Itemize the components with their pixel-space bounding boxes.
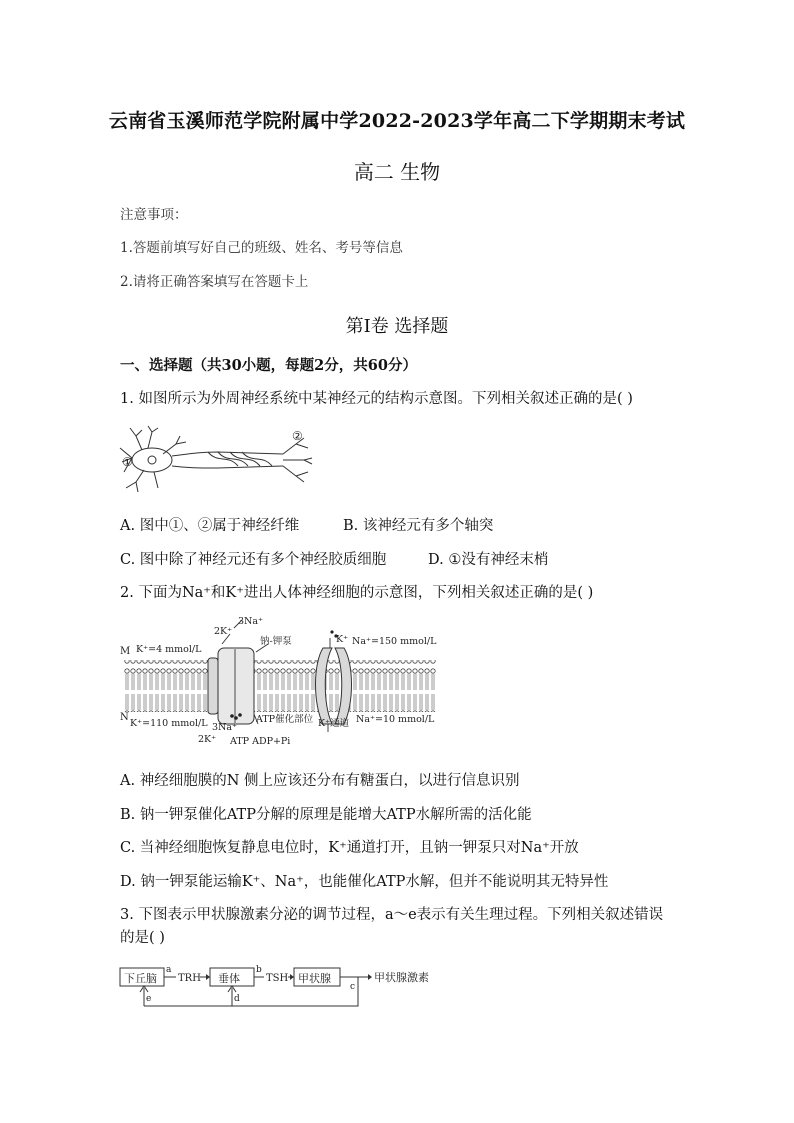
top-3na-label: 3Na⁺: [238, 616, 264, 627]
atp-adp-label: ATP ADP+Pi: [230, 736, 291, 747]
process-e-label: e: [146, 994, 152, 1004]
section-title: 第Ⅰ卷 选择题: [345, 316, 449, 337]
top-2k-label: 2K⁺: [214, 626, 233, 637]
neuron-label-2: ②: [292, 429, 303, 443]
q3-stem-line-1: 3. 下图表示甲状腺激素分泌的调节过程，a～e表示有关生理过程。下列相关叙述错误: [120, 907, 664, 923]
notes-item-2: 2.请将正确答案填写在答题卡上: [120, 274, 309, 290]
notes-item-1: 1.答题前填写好自己的班级、姓名、考号等信息: [120, 240, 403, 256]
notes-heading: 注意事项：: [120, 207, 188, 223]
thyroid-regulation-figure: [118, 962, 458, 1012]
tsh-label: TSH: [266, 973, 289, 984]
pituitary-label: 垂体: [218, 972, 240, 985]
part1-heading: 一、选择题（共30小题，每题2分，共60分）: [120, 357, 417, 374]
atp-site-label: ATP催化部位: [256, 714, 314, 725]
pump-label: 钠-钾泵: [260, 636, 292, 647]
membrane-figure: [118, 614, 448, 754]
q1-option-b: B. 该神经元有多个轴突: [343, 518, 494, 534]
q1-option-a: A. 图中①、②属于神经纤维: [120, 518, 300, 534]
thyroid-label: 甲状腺: [298, 972, 331, 985]
na-in-label: Na⁺=10 mmol/L: [356, 714, 435, 725]
k-channel-label: K⁺通道: [318, 718, 350, 729]
na-out-label: Na⁺=150 mmol/L: [352, 636, 437, 647]
k-out-label: K⁺=4 mmol/L: [136, 644, 202, 655]
process-c-label: c: [350, 982, 356, 992]
q3-stem-line-2: 的是( ): [120, 930, 165, 946]
bottom-2k-label: 2K⁺: [198, 734, 217, 745]
bottom-3na-label: 3Na⁺: [212, 722, 238, 733]
membrane-label-m: M: [120, 646, 131, 657]
thyroid-hormone-label: 甲状腺激素: [374, 971, 429, 984]
q2-option-c: C. 当神经细胞恢复静息电位时，K⁺通道打开，且钠一钾泵只对Na⁺开放: [120, 840, 579, 856]
q1-stem: 1. 如图所示为外周神经系统中某神经元的结构示意图。下列相关叙述正确的是( ): [120, 391, 633, 407]
q1-option-c: C. 图中除了神经元还有多个神经胶质细胞: [120, 552, 387, 568]
neuron-figure: [118, 424, 318, 496]
document-subtitle: 高二 生物: [353, 160, 441, 184]
q2-option-d: D. 钠一钾泵能运输K⁺、Na⁺，也能催化ATP水解，但并不能说明其无特异性: [120, 874, 609, 890]
process-a-label: a: [166, 965, 172, 975]
membrane-label-n: N: [120, 712, 129, 723]
hypothalamus-label: 下丘脑: [124, 972, 157, 985]
q1-option-d: D. ①没有神经末梢: [428, 552, 549, 568]
k-top-label: K⁺: [336, 634, 349, 645]
q2-option-b: B. 钠一钾泵催化ATP分解的原理是能增大ATP水解所需的活化能: [120, 807, 532, 823]
neuron-label-1: ①: [122, 455, 133, 469]
process-d-label: d: [234, 994, 240, 1004]
trh-label: TRH: [178, 973, 201, 984]
q2-option-a: A. 神经细胞膜的N 侧上应该还分布有糖蛋白，以进行信息识别: [120, 773, 520, 789]
process-b-label: b: [256, 965, 262, 975]
document-title: 云南省玉溪师范学院附属中学2022-2023学年高二下学期期末考试: [108, 110, 686, 132]
q2-stem: 2. 下面为Na⁺和K⁺进出人体神经细胞的示意图，下列相关叙述正确的是( ): [120, 585, 594, 601]
k-in-label: K⁺=110 mmol/L: [130, 718, 208, 729]
